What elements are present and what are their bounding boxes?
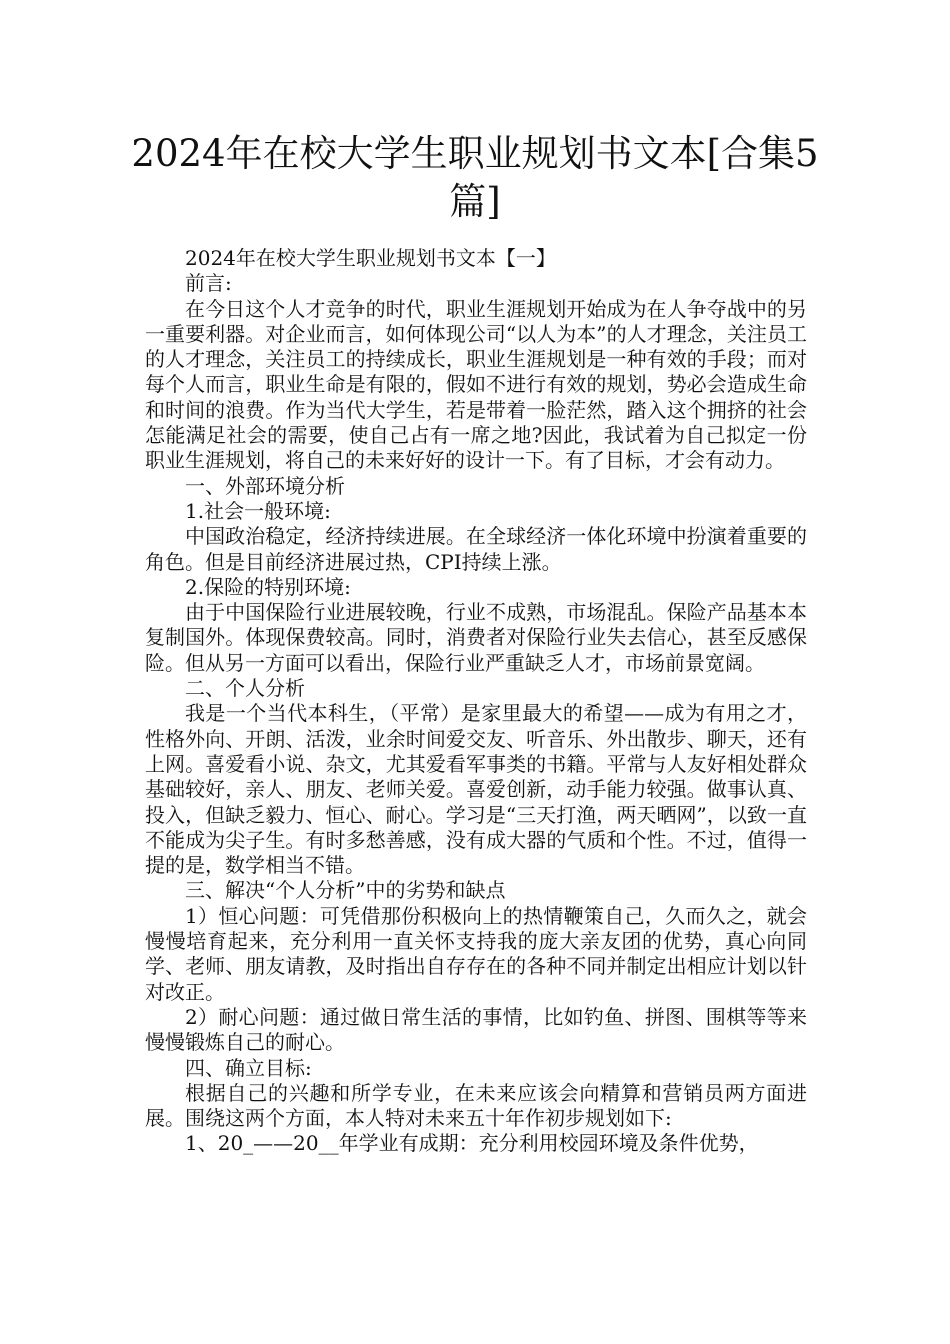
section-heading: 一、外部环境分析 bbox=[185, 473, 345, 498]
section-heading: 四、确立目标: bbox=[185, 1055, 312, 1080]
subsection-heading: 2.保险的特别环境: bbox=[185, 574, 351, 599]
subsection-heading: 1.社会一般环境: bbox=[185, 498, 331, 523]
paragraph: 我是一个当代本科生，（平常）是家里最大的希望——成为有用之才，性格外向、开朗、活泼，业余时间爱交友、听音乐、外出散步、聊天，还有上网。喜爱看小说、杂文，尤其爱看军事类的书籍。平常与人友好相处群众基础较好，亲人、朋友、老师关爱。喜爱创新，动手能力较强。做事认真、投入，但缺乏毅力、恒心、耐心。学习是“三天打渔，两天晒网”，以致一直不能成为尖子生。有时多愁善感，没有成大器的气质和个性。不过，值得一提的是，数学相当不错。 bbox=[145, 701, 807, 878]
paragraph: 由于中国保险行业进展较晚，行业不成熟，市场混乱。保险产品基本本复制国外。体现保费较高。同时，消费者对保险行业失去信心，甚至反感保险。但从另一方面可以看出，保险行业严重缺乏人才，市场前景宽阔。 bbox=[145, 600, 807, 675]
paragraph: 在今日这个人才竞争的时代，职业生涯规划开始成为在人争夺战中的另一重要利器。对企业而言，如何体现公司“以人为本”的人才理念，关注员工的人才理念，关注员工的持续成长，职业生涯规划是一种有效的手段；而对每个人而言，职业生命是有限的，假如不进行有效的规划，势必会造成生命和时间的浪费。作为当代大学生，若是带着一脸茫然，踏入这个拥挤的社会怎能满足社会的需要，使自己占有一席之地?因此，我试着为自己拟定一份职业生涯规划，将自己的未来好好的设计一下。有了目标，才会有动力。 bbox=[145, 296, 807, 473]
document-body bbox=[145, 246, 807, 1157]
paragraph: 根据自己的兴趣和所学专业，在未来应该会向精算和营销员两方面进展。围绕这两个方面，本人特对未来五十年作初步规划如下: bbox=[145, 1080, 807, 1131]
section-heading: 二、个人分析 bbox=[185, 676, 305, 701]
document-title: 2024年在校大学生职业规划书文本[合集5篇] bbox=[131, 132, 819, 223]
paragraph: 1、20_——20__年学业有成期：充分利用校园环境及条件优势， bbox=[185, 1131, 759, 1156]
paragraph: 1）恒心问题：可凭借那份积极向上的热情鞭策自己，久而久之，就会慢慢培育起来，充分利用一直关怀支持我的庞大亲友团的优势，真心向同学、老师、朋友请教，及时指出自存存在的各种不同并制定出相应计划以针对改正。 bbox=[145, 903, 807, 1004]
paragraph: 中国政治稳定，经济持续进展。在全球经济一体化环境中扮演着重要的角色。但是目前经济进展过热，CPI持续上涨。 bbox=[145, 524, 807, 574]
section-heading: 2024年在校大学生职业规划书文本【一】 bbox=[185, 246, 556, 270]
paragraph: 2）耐心问题：通过做日常生活的事情，比如钓鱼、拼图、围棋等等来慢慢锻炼自己的耐心。 bbox=[145, 1004, 807, 1055]
paragraph: 前言: bbox=[185, 271, 232, 296]
section-heading: 三、解决“个人分析”中的劣势和缺点 bbox=[185, 878, 506, 903]
